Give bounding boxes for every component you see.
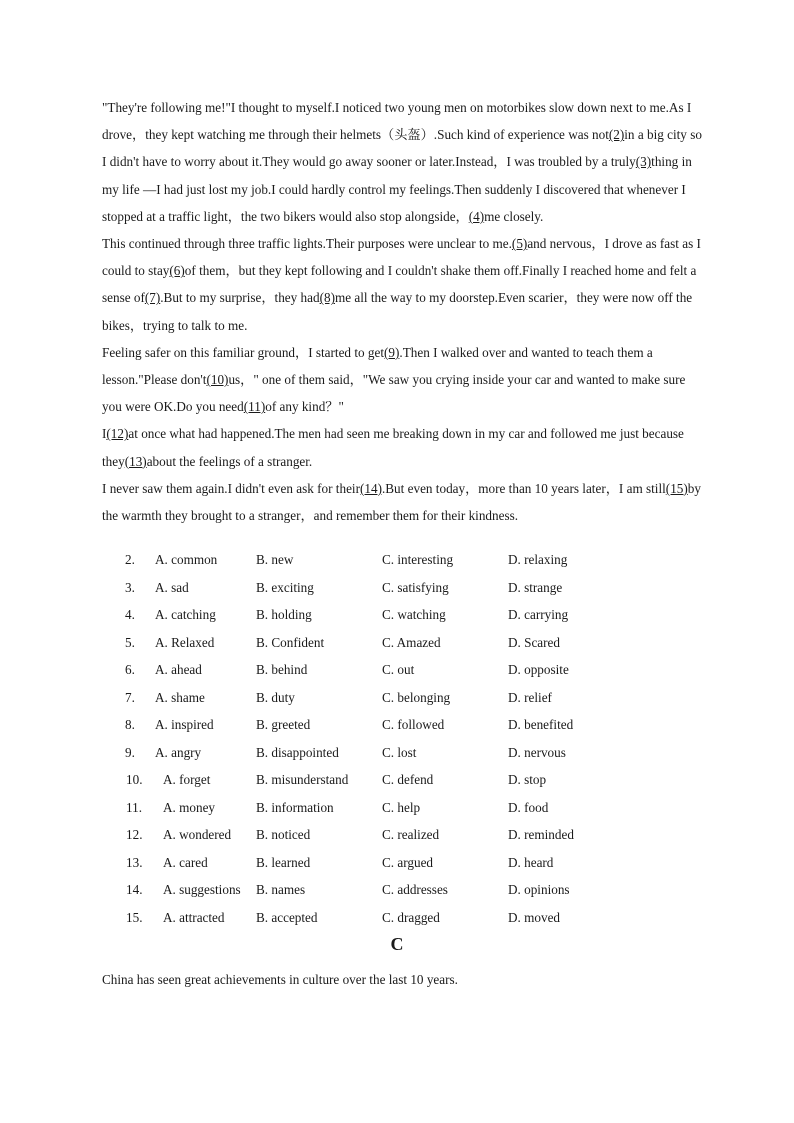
passage-text: and nervous，I drove as fast as I could to stay — [102, 236, 701, 279]
question-number: 12. — [126, 827, 143, 842]
option-c: C. satisfying — [382, 579, 449, 595]
question-number: 5. — [125, 634, 135, 650]
passage-text: about the feelings of a stranger. — [146, 453, 313, 469]
option-c: C. help — [382, 799, 421, 815]
passage-text: of any kind？" — [265, 399, 344, 415]
option-c: C. belonging — [382, 689, 451, 705]
option-b: B. information — [256, 799, 334, 815]
option-d: D. carrying — [508, 607, 569, 622]
option-b: B. greeted — [256, 717, 311, 732]
blank-15: (15) — [665, 480, 688, 496]
option-c: C. Amazed — [382, 634, 441, 650]
blank-6: (6) — [169, 263, 185, 279]
paragraph-4 — [102, 420, 702, 474]
blank-2: (2) — [608, 127, 625, 143]
option-a: A. catching — [155, 607, 216, 622]
question-row — [0, 711, 794, 739]
option-d: D. nervous — [508, 744, 566, 760]
question-row — [0, 601, 794, 629]
passage-text: at once what had happened.The men had seen me breaking down in my car and followed me just because they — [102, 426, 684, 469]
option-d: D. opposite — [508, 662, 569, 677]
blank-12: (12) — [106, 426, 129, 442]
passage-text: .But even today，more than 10 years later，I am still — [381, 480, 666, 496]
question-row — [0, 546, 794, 574]
passage-text: me all the way to my doorstep.Even scarier，they were now off the bikes，trying to talk to me. — [102, 290, 693, 333]
question-row — [0, 766, 794, 794]
option-d: D. strange — [508, 579, 563, 595]
option-b: B. disappointed — [256, 744, 339, 760]
question-row — [0, 656, 794, 684]
option-b: B. duty — [256, 689, 295, 705]
question-number: 15. — [126, 909, 143, 925]
question-number: 13. — [126, 854, 143, 870]
option-b: B. behind — [256, 662, 308, 677]
question-number: 4. — [125, 607, 135, 622]
option-a: A. attracted — [163, 909, 225, 925]
option-c: C. argued — [382, 854, 434, 870]
option-d: D. benefited — [508, 717, 574, 732]
section-c-intro: China has seen great achievements in culture over the last 10 years. — [102, 972, 458, 987]
blank-3: (3) — [635, 154, 652, 170]
paragraph-5 — [102, 475, 702, 529]
passage-text: of them，but they kept following and I couldn't shake them off.Finally I reached home and felt a sense of — [102, 263, 697, 306]
question-row — [0, 876, 794, 904]
passage-text: "They're following me!"I thought to myself.I noticed two young men on motorbikes slow down next to me.As I drove，they kept watching me through their helmets（头盔）.Such kind of experience was not — [102, 100, 692, 143]
option-a: A. Relaxed — [155, 634, 215, 650]
option-a: A. money — [163, 799, 216, 815]
option-d: D. relaxing — [508, 552, 568, 567]
option-b: B. noticed — [256, 827, 311, 842]
option-a: A. shame — [155, 689, 205, 705]
paragraph-2 — [102, 230, 702, 339]
question-number: 2. — [125, 552, 135, 567]
question-options — [0, 546, 794, 931]
option-b: B. exciting — [256, 579, 314, 595]
passage-text: thing in my life —I had just lost my job.I could hardly control my feelings.Then suddenly I discovered that whenever I stopped at a traffic light，the two bikers would also stop alongside， — [102, 154, 692, 224]
option-d: D. stop — [508, 772, 547, 787]
option-a: A. cared — [163, 854, 208, 870]
blank-11: (11) — [243, 399, 266, 415]
option-c: C. interesting — [382, 552, 454, 567]
option-d: D. opinions — [508, 882, 570, 897]
option-a: A. angry — [155, 744, 202, 760]
passage-text: .Then I walked over and wanted to teach them a lesson."Please don't — [102, 344, 653, 388]
question-row — [0, 794, 794, 822]
option-a: A. forget — [163, 772, 211, 787]
passage-text: I — [102, 426, 107, 442]
question-number: 11. — [126, 799, 142, 815]
cloze-passage — [102, 94, 702, 529]
blank-14: (14) — [359, 480, 382, 496]
option-c: C. defend — [382, 772, 434, 787]
option-b: B. accepted — [256, 909, 318, 925]
option-d: D. heard — [508, 854, 554, 870]
option-d: D. Scared — [508, 634, 560, 650]
question-number: 10. — [126, 772, 143, 787]
question-row — [0, 684, 794, 712]
option-b: B. learned — [256, 854, 311, 870]
option-a: A. suggestions — [163, 882, 241, 897]
section-c-title: C — [390, 934, 404, 954]
blank-8: (8) — [319, 290, 335, 306]
question-row — [0, 574, 794, 602]
option-a: A. common — [155, 552, 218, 567]
option-c: C. watching — [382, 607, 446, 622]
blank-7: (7) — [144, 290, 161, 306]
paragraph-3 — [102, 339, 702, 421]
option-b: B. holding — [256, 607, 312, 622]
question-number: 3. — [125, 579, 135, 595]
question-number: 6. — [125, 662, 135, 677]
option-d: D. food — [508, 799, 549, 815]
question-row — [0, 739, 794, 767]
option-c: C. lost — [382, 744, 417, 760]
passage-text: in a big city so I didn't have to worry about it.They would go away sooner or later.Instead，I was troubled by a truly — [102, 127, 702, 170]
option-d: D. relief — [508, 689, 552, 705]
option-d: D. reminded — [508, 827, 574, 842]
blank-9: (9) — [384, 344, 400, 360]
question-row — [0, 849, 794, 877]
passage-text: me closely. — [484, 208, 544, 224]
question-number: 8. — [125, 717, 135, 732]
passage-text: I never saw them again.I didn't even ask for their — [102, 480, 360, 496]
option-a: A. wondered — [163, 827, 232, 842]
option-b: B. names — [256, 882, 306, 897]
blank-5: (5) — [511, 236, 528, 252]
option-b: B. misunderstand — [256, 772, 349, 787]
option-b: B. Confident — [256, 634, 325, 650]
question-row — [0, 904, 794, 932]
question-row — [0, 629, 794, 657]
passage-text: by the warmth they brought to a stranger，and remember them for their kindness. — [102, 480, 701, 524]
option-c: C. dragged — [382, 909, 440, 925]
option-a: A. sad — [155, 579, 189, 595]
option-c: C. out — [382, 662, 415, 677]
passage-text: .But to my surprise，they had — [160, 290, 320, 306]
option-a: A. inspired — [155, 717, 214, 732]
question-row — [0, 821, 794, 849]
option-c: C. addresses — [382, 882, 448, 897]
paragraph-1 — [102, 94, 702, 230]
passage-text: Feeling safer on this familiar ground，I started to get — [102, 344, 384, 360]
passage-text: This continued through three traffic lights.Their purposes were unclear to me. — [102, 236, 512, 252]
option-c: C. followed — [382, 717, 445, 732]
question-number: 14. — [126, 882, 143, 897]
question-number: 7. — [125, 689, 135, 705]
blank-10: (10) — [206, 372, 229, 388]
question-number: 9. — [125, 744, 135, 760]
option-a: A. ahead — [155, 662, 202, 677]
blank-13: (13) — [124, 453, 147, 469]
option-d: D. moved — [508, 909, 561, 925]
blank-4: (4) — [468, 208, 485, 224]
passage-text: us，" one of them said，"We saw you crying inside your car and wanted to make sure you were OK.Do you need — [102, 372, 686, 415]
option-c: C. realized — [382, 827, 440, 842]
option-b: B. new — [256, 552, 294, 567]
